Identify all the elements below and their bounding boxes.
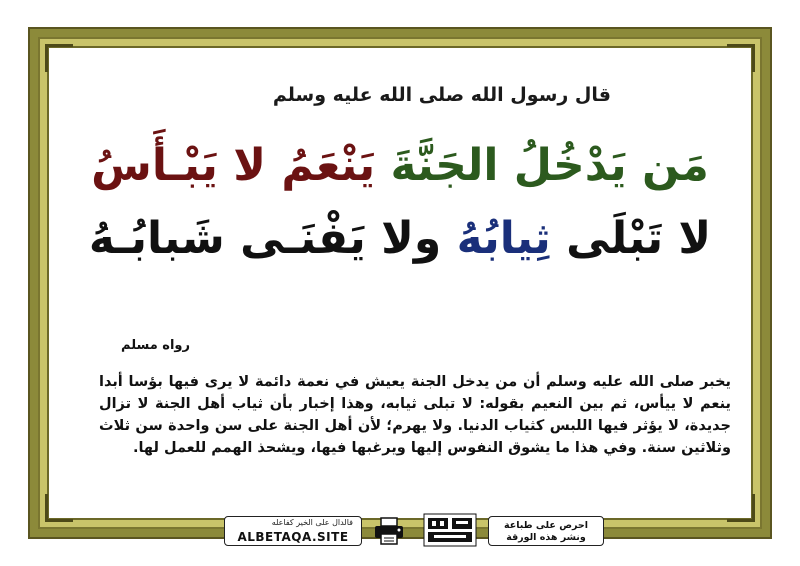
frame-corner-ornament — [45, 44, 73, 72]
frame-corner-ornament — [727, 494, 755, 522]
hadith-intro: قال رسول الله صلى الله عليه وسلم — [272, 84, 611, 106]
dawa-logo — [420, 512, 480, 548]
hadith-phrase-maroon: يَنْعَمُ لا يَبْـأَسُ — [91, 140, 376, 191]
print-notice-line-2: ونشر هذه الورقة — [506, 532, 586, 543]
hadith-line-2 — [49, 213, 751, 264]
frame-middle-band — [38, 37, 762, 544]
narrator-attribution: رواه مسلم — [121, 338, 190, 353]
site-box — [224, 516, 362, 546]
hadith-phrase-black: لا تَبْلَى — [566, 213, 712, 264]
hadith-phrase-blue: ثِيابُهُ — [456, 213, 551, 264]
frame-corner-ornament — [45, 494, 73, 522]
hadith-phrase-black: ولا يَفْنَـى شَبابُـهُ — [88, 213, 442, 264]
content-panel — [47, 46, 753, 544]
frame-corner-ornament — [727, 44, 755, 72]
explanation-paragraph: يخبر صلى الله عليه وسلم أن من يدخل الجنة يعيش في نعمة دائمة لا يرى فيها بؤسا أبدا ينعم لا ييأس، ثم بين النعيم بقوله: لا تبلى ثيابه، وهذا إخبار بأن ثياب أهل الجنة لا تزال جديدة، لا يؤثر فيها اللبس كثياب الدنيا. ولا يهرم؛ لأن أهل الجنة على سن واحدة سن ثلاث وثلاثين سنة. وفي هذا ما يشوق النفوس إليها ويرغبها فيها، ويشحذ الهمم للعمل لها. — [99, 374, 731, 456]
decorative-frame — [28, 27, 772, 544]
printer-icon — [372, 516, 406, 546]
site-url: ALBETAQA.SITE — [237, 530, 349, 544]
site-tagline: فالدال على الخير كفاعله — [271, 518, 353, 527]
print-notice-line-1: احرص على طباعة — [503, 520, 589, 531]
print-notice-box — [488, 516, 604, 546]
footer-bar — [224, 512, 604, 548]
hadith-phrase-green: مَن يَدْخُلُ الجَنَّةَ — [390, 140, 709, 191]
hadith-line-1 — [49, 140, 751, 191]
